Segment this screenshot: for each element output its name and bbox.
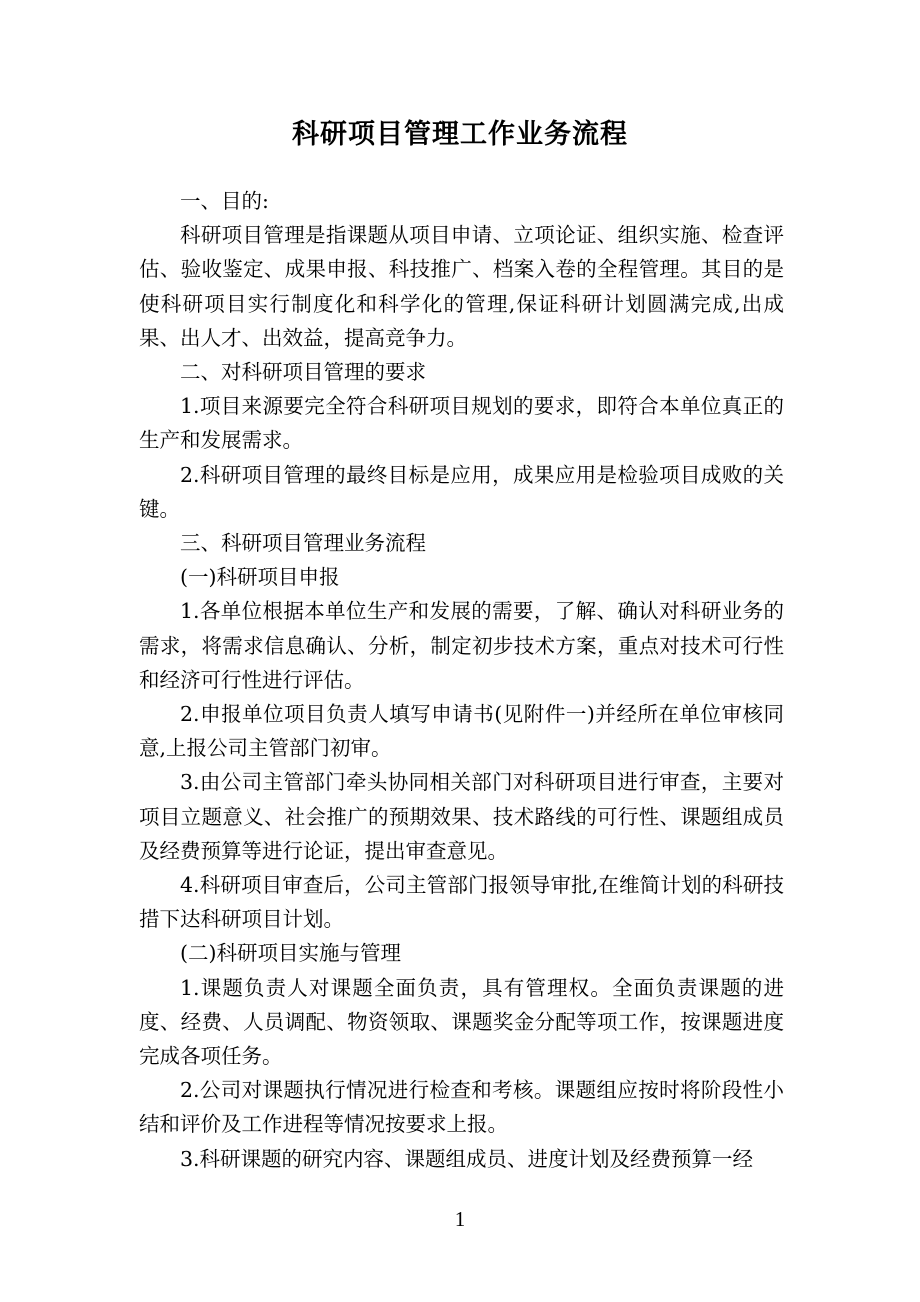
paragraph-purpose-text: 科研项目管理是指课题从项目申请、立项论证、组织实施、检查评估、验收鉴定、成果申报、科技推广、档案入卷的全程管理。其目的是使科研项目实行制度化和科学化的管理,保证科研计划圆满完成,出成果、出人才、出效益，提高竞争力。 bbox=[139, 223, 784, 350]
paragraph-application-1: 1.各单位根据本单位生产和发展的需要，了解、确认对科研业务的需求，将需求信息确认、分析，制定初步技术方案，重点对技术可行性和经济可行性进行评估。 bbox=[139, 599, 784, 692]
document-title: 科研项目管理工作业务流程 bbox=[292, 119, 628, 150]
section-heading-requirements: 二、对科研项目管理的要求 bbox=[180, 360, 426, 385]
paragraph-requirement-2: 2.科研项目管理的最终目标是应用，成果应用是检验项目成败的关键。 bbox=[139, 462, 784, 521]
paragraph-implementation-1: 1.课题负责人对课题全面负责，具有管理权。全面负责课题的进度、经费、人员调配、物资领取、课题奖金分配等项工作，按课题进度完成各项任务。 bbox=[139, 975, 784, 1069]
page-number: 1 bbox=[454, 1207, 466, 1231]
section-heading-process: 三、科研项目管理业务流程 bbox=[180, 531, 426, 556]
paragraph-implementation-2: 2.公司对课题执行情况进行检查和考核。课题组应按时将阶段性小结和评价及工作进程等情况按要求上报。 bbox=[139, 1078, 784, 1137]
paragraph-application-2: 2.申报单位项目负责人填写申请书(见附件一)并经所在单位审核同意,上报公司主管部门初审。 bbox=[139, 702, 784, 761]
paragraph-requirement-1: 1.项目来源要完全符合科研项目规划的要求，即符合本单位真正的生产和发展需求。 bbox=[139, 394, 784, 453]
paragraph-application-4: 4.科研项目审查后，公司主管部门报领导审批,在维简计划的科研技措下达科研项目计划。 bbox=[139, 873, 784, 932]
subsection-heading-application: (一)科研项目申报 bbox=[180, 565, 340, 590]
paragraph-implementation-3: 3.科研课题的研究内容、课题组成员、进度计划及经费预算一经 bbox=[180, 1146, 754, 1171]
section-heading-purpose: 一、目的: bbox=[180, 189, 269, 213]
document-body bbox=[139, 184, 784, 1176]
subsection-heading-implementation: (二)科研项目实施与管理 bbox=[180, 941, 401, 966]
paragraph-application-3: 3.由公司主管部门牵头协同相关部门对科研项目进行审查，主要对项目立题意义、社会推广的预期效果、技术路线的可行性、课题组成员及经费预算等进行论证，提出审查意见。 bbox=[139, 770, 784, 863]
